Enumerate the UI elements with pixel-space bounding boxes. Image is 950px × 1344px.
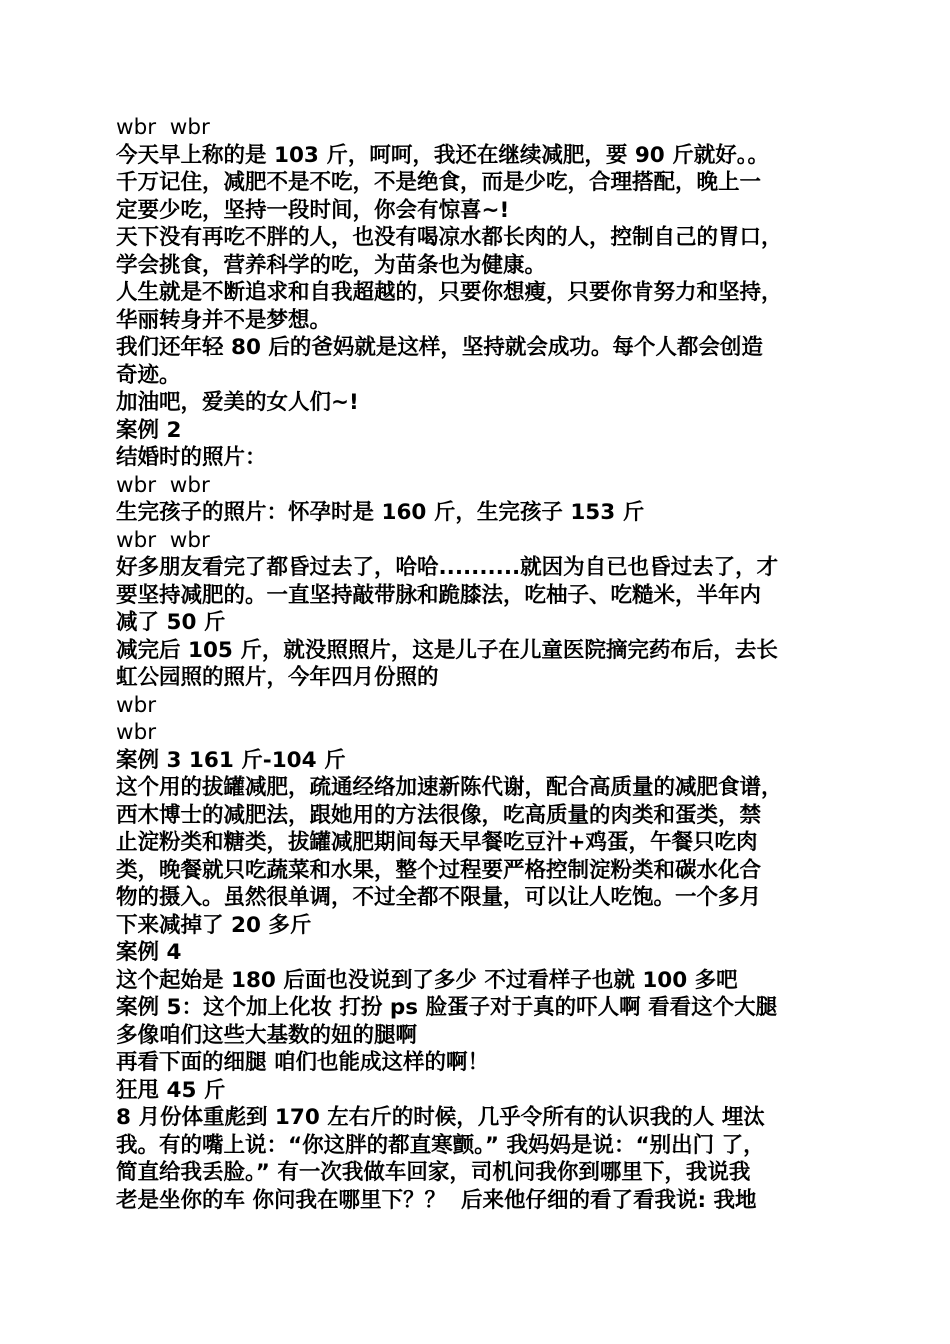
paragraph-line: 虹公园照的照片，今年四月份照的 — [116, 665, 439, 690]
paragraph-line: 好多朋友看完了都昏过去了，哈哈..........就因为自已也昏过去了，才 — [116, 555, 779, 580]
paragraph-line: 下来减掉了 20 多斤 — [116, 912, 312, 938]
case-heading: 案例 5：这个加上化妆 打扮 ps 脸蛋子对于真的吓人啊 看看这个大腿 — [116, 995, 778, 1020]
paragraph-line: 定要少吃，坚持一段时间，你会有惊喜~! — [116, 197, 510, 223]
paragraph-line: 人生就是不断追求和自我超越的，只要你想瘦，只要你肯努力和坚持， — [116, 280, 783, 305]
paragraph-line: 减了 50 斤 — [116, 610, 226, 635]
paragraph-line: 西木博士的减肥法，跟她用的方法很像，吃高质量的肉类和蛋类，禁 — [116, 802, 762, 828]
paragraph-line: 减完后 105 斤，就没照照片，这是儿子在儿童医院摘完药布后，去长 — [116, 637, 778, 663]
paragraph-line: 我们还年轻 80 后的爸妈就是这样，坚持就会成功。每个人都会创造 — [116, 335, 763, 360]
image-placeholder-text: wbr — [116, 692, 157, 718]
case-heading: 案例 4 — [116, 940, 182, 965]
case-heading: 案例 3 161 斤-104 斤 — [116, 747, 346, 773]
paragraph-line: 这个起始是 180 后面也没说到了多少 不过看样子也就 100 多吧 — [116, 967, 738, 993]
paragraph-line: 加油吧，爱美的女人们~! — [116, 390, 359, 415]
image-placeholder-text: wbr wbr — [116, 527, 210, 553]
paragraph-line: 老是坐你的车 你问我在哪里下？？ 后来他仔细的看了看我说: 我地 — [116, 1187, 757, 1213]
paragraph-line: 学会挑食，营养科学的吃，为苗条也为健康。 — [116, 252, 547, 278]
paragraph-line: 这个用的拔罐减肥，疏通经络加速新陈代谢，配合高质量的减肥食谱， — [116, 775, 783, 800]
paragraph-line: 再看下面的细腿 咱们也能成这样的啊！ — [116, 1050, 489, 1075]
paragraph-line: 今天早上称的是 103 斤，呵呵，我还在继续减肥，要 90 斤就好。。 — [116, 142, 769, 168]
section-heading: 狂甩 45 斤 — [116, 1077, 226, 1103]
paragraph-line: 生完孩子的照片：怀孕时是 160 斤，生完孩子 153 斤 — [116, 500, 645, 525]
paragraph-line: 简直给我丢脸。” 有一次我做车回家，司机问我你到哪里下，我说我 — [116, 1160, 751, 1185]
image-placeholder-text: wbr wbr — [116, 472, 210, 498]
paragraph-line: 奇迹。 — [116, 362, 181, 388]
image-placeholder-text: wbr wbr — [116, 115, 210, 140]
image-placeholder-text: wbr — [116, 720, 157, 745]
paragraph-line: 天下没有再吃不胖的人，也没有喝凉水都长肉的人，控制自己的胃口， — [116, 225, 783, 250]
paragraph-line: 多像咱们这些大基数的妞的腿啊 — [116, 1022, 418, 1048]
paragraph-line: 华丽转身并不是梦想。 — [116, 307, 332, 333]
document-body — [116, 114, 856, 1214]
paragraph-line: 类，晚餐就只吃蔬菜和水果，整个过程要严格控制淀粉类和碳水化合 — [116, 857, 762, 883]
paragraph-line: 结婚时的照片： — [116, 445, 267, 470]
case-heading: 案例 2 — [116, 417, 182, 443]
paragraph-line: 8 月份体重彪到 170 左右斤的时候，几乎令所有的认识我的人 埋汰 — [116, 1105, 765, 1130]
paragraph-line: 要坚持减肥的。一直坚持敲带脉和跪膝法，吃柚子、吃糙米，半年内 — [116, 582, 762, 608]
paragraph-line: 物的摄入。虽然很单调，不过全都不限量，可以让人吃饱。一个多月 — [116, 885, 762, 910]
paragraph-line: 千万记住，减肥不是不吃，不是绝食，而是少吃，合理搭配，晚上一 — [116, 170, 762, 195]
paragraph-line: 止淀粉类和糖类，拔罐减肥期间每天早餐吃豆汁+鸡蛋，午餐只吃肉 — [116, 830, 758, 855]
paragraph-line: 我。有的嘴上说：“你这胖的都直寒颤。” 我妈妈是说：“别出门 了， — [116, 1132, 765, 1158]
